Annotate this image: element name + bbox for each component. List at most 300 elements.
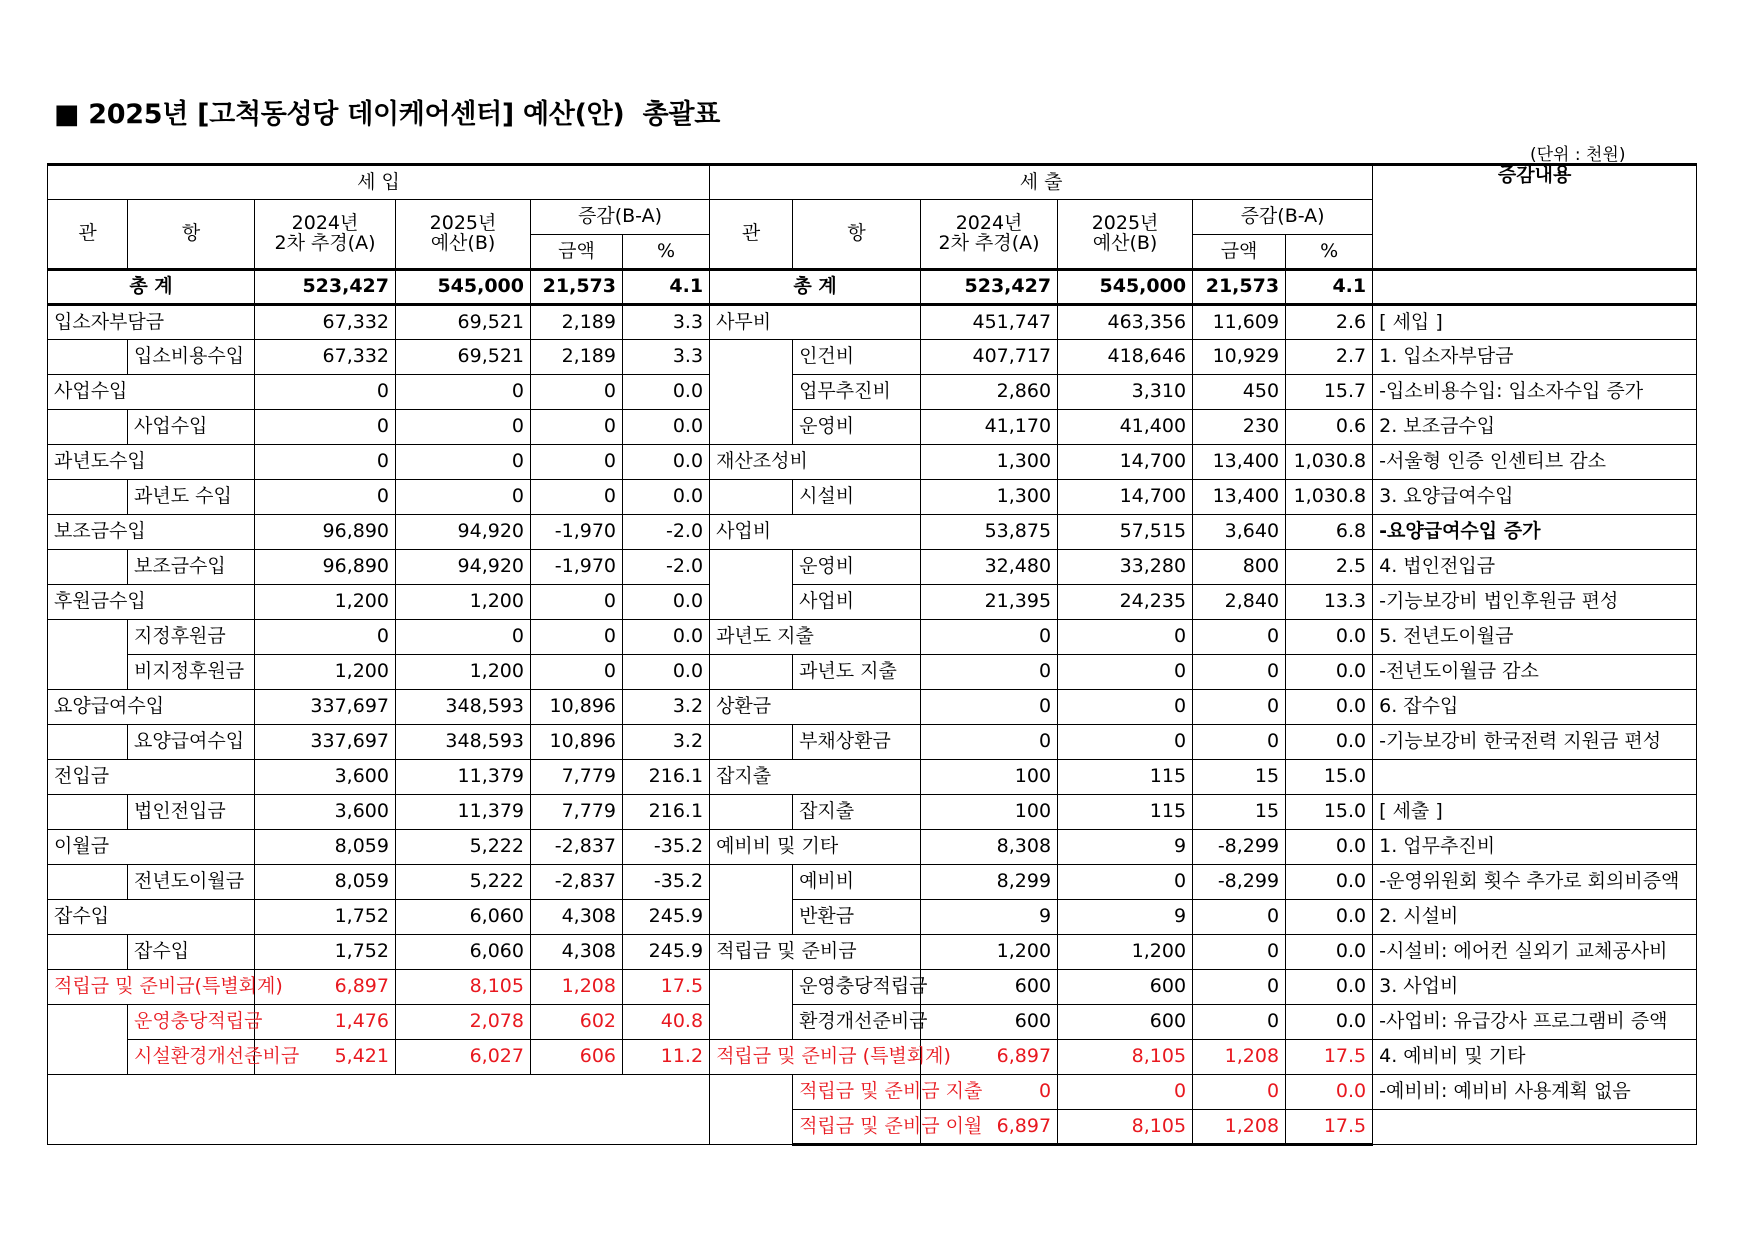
expense-total-curr: 545,000 <box>1058 270 1193 305</box>
expense-curr-value: 1,200 <box>1058 935 1193 970</box>
income-hang: 잡수입 <box>128 935 255 970</box>
notes-line: 1. 입소자부담금 <box>1373 340 1697 375</box>
notes-line: -운영위원회 횟수 추가로 회의비증액 <box>1373 865 1697 900</box>
income-gwan: 이월금 <box>48 830 255 865</box>
expense-pct-value: 0.6 <box>1286 410 1373 445</box>
income-gwan-blank <box>48 620 128 690</box>
income-prev-value: 0 <box>255 620 396 655</box>
income-pct-value: 245.9 <box>623 900 710 935</box>
income-pct-value: 3.3 <box>623 305 710 340</box>
expense-gwan-blank <box>710 970 793 1040</box>
expense-pct-value: 1,030.8 <box>1286 445 1373 480</box>
income-hang: 시설환경개선준비금 <box>128 1040 255 1075</box>
table-row <box>48 725 1697 760</box>
income-prev-value: 0 <box>255 410 396 445</box>
expense-hang: 환경개선준비금 <box>793 1005 921 1040</box>
income-gwan: 후원금수입 <box>48 585 255 620</box>
expense-diff-value: 13,400 <box>1193 480 1286 515</box>
income-diff-value: 0 <box>531 480 623 515</box>
income-pct-value: 3.2 <box>623 725 710 760</box>
expense-prev-value: 8,308 <box>921 830 1058 865</box>
expense-curr-value: 57,515 <box>1058 515 1193 550</box>
expense-prev-header: 2024년 2차 추경(A) <box>921 200 1058 270</box>
notes-line: -전년도이월금 감소 <box>1373 655 1697 690</box>
income-hang: 사업수입 <box>128 410 255 445</box>
income-diff-value: 0 <box>531 375 623 410</box>
income-curr-value: 0 <box>396 410 531 445</box>
expense-prev-value: 451,747 <box>921 305 1058 340</box>
income-prev-value: 1,752 <box>255 935 396 970</box>
page-title: ■ 2025년 [고척동성당 데이케어센터] 예산(안) 총괄표 <box>54 99 720 130</box>
income-diff-header: 증감(B-A) <box>531 200 710 235</box>
notes-header: 증감내용 <box>1373 165 1697 270</box>
expense-hang: 운영충당적립금 <box>793 970 921 1005</box>
expense-prev-value: 600 <box>921 1005 1058 1040</box>
notes-total-blank <box>1373 270 1697 305</box>
expense-gwan-blank <box>710 655 793 690</box>
expense-gwan-blank <box>710 1075 793 1145</box>
expense-gwan-blank <box>710 550 793 620</box>
income-diff-value: 0 <box>531 445 623 480</box>
expense-prev-value: 2,860 <box>921 375 1058 410</box>
expense-prev-value: 53,875 <box>921 515 1058 550</box>
income-prev-value: 3,600 <box>255 760 396 795</box>
expense-pct-value: 0.0 <box>1286 690 1373 725</box>
income-gwan-blank <box>48 795 128 830</box>
expense-gwan: 사무비 <box>710 305 921 340</box>
expense-prev-value: 1,300 <box>921 480 1058 515</box>
expense-gwan: 예비비 및 기타 <box>710 830 921 865</box>
income-pct-value: 0.0 <box>623 585 710 620</box>
expense-diff-value: 2,840 <box>1193 585 1286 620</box>
income-curr-value: 8,105 <box>396 970 531 1005</box>
income-curr-value: 69,521 <box>396 340 531 375</box>
expense-pct-value: 15.7 <box>1286 375 1373 410</box>
income-diff-value: 2,189 <box>531 340 623 375</box>
unit-label: (단위 : 천원) <box>1530 145 1626 165</box>
income-curr-value: 94,920 <box>396 515 531 550</box>
notes-line: 3. 요양급여수입 <box>1373 480 1697 515</box>
expense-curr-value: 463,356 <box>1058 305 1193 340</box>
income-diff-value: 1,208 <box>531 970 623 1005</box>
expense-hang: 업무추진비 <box>793 375 921 410</box>
income-hang: 지정후원금 <box>128 620 255 655</box>
income-diff-value: 7,779 <box>531 760 623 795</box>
table-row <box>48 1040 1697 1075</box>
income-prev-value: 3,600 <box>255 795 396 830</box>
expense-gwan-header: 관 <box>710 200 793 270</box>
table-row <box>48 410 1697 445</box>
expense-curr-value: 0 <box>1058 655 1193 690</box>
expense-prev-value: 100 <box>921 795 1058 830</box>
expense-curr-value: 8,105 <box>1058 1110 1193 1145</box>
expense-curr-value: 9 <box>1058 900 1193 935</box>
income-prev-value: 67,332 <box>255 305 396 340</box>
income-curr-header: 2025년 예산(B) <box>396 200 531 270</box>
expense-diff-value: 0 <box>1193 725 1286 760</box>
notes-line: -기능보강비 한국전력 지원금 편성 <box>1373 725 1697 760</box>
expense-curr-value: 14,700 <box>1058 445 1193 480</box>
expense-hang: 인건비 <box>793 340 921 375</box>
income-empty-block <box>48 1075 710 1145</box>
table-row <box>48 445 1697 480</box>
expense-curr-value: 9 <box>1058 830 1193 865</box>
expense-prev-value: 8,299 <box>921 865 1058 900</box>
income-gwan: 사업수입 <box>48 375 255 410</box>
notes-line: -시설비: 에어컨 실외기 교체공사비 <box>1373 935 1697 970</box>
table-row <box>48 690 1697 725</box>
notes-line <box>1373 760 1697 795</box>
expense-pct-value: 15.0 <box>1286 795 1373 830</box>
expense-pct-value: 15.0 <box>1286 760 1373 795</box>
expense-gwan: 사업비 <box>710 515 921 550</box>
income-curr-value: 348,593 <box>396 725 531 760</box>
income-curr-value: 0 <box>396 445 531 480</box>
expense-diff-value: 230 <box>1193 410 1286 445</box>
expense-gwan: 적립금 및 준비금 (특별회계) <box>710 1040 921 1075</box>
table-row <box>48 970 1697 1005</box>
expense-pct-value: 2.7 <box>1286 340 1373 375</box>
expense-curr-value: 0 <box>1058 725 1193 760</box>
income-diff-value: -2,837 <box>531 830 623 865</box>
expense-diff-value: 13,400 <box>1193 445 1286 480</box>
expense-gwan: 잡지출 <box>710 760 921 795</box>
expense-hang: 적립금 및 준비금 지출 <box>793 1075 921 1110</box>
income-prev-value: 8,059 <box>255 830 396 865</box>
income-hang: 비지정후원금 <box>128 655 255 690</box>
notes-line: -요양급여수입 증가 <box>1373 515 1697 550</box>
notes-line: -서울형 인증 인센티브 감소 <box>1373 445 1697 480</box>
income-total-pct: 4.1 <box>623 270 710 305</box>
income-curr-value: 1,200 <box>396 655 531 690</box>
expense-diff-value: 0 <box>1193 620 1286 655</box>
table-row <box>48 550 1697 585</box>
expense-curr-value: 115 <box>1058 760 1193 795</box>
expense-pct-value: 0.0 <box>1286 1075 1373 1110</box>
income-pct-value: 216.1 <box>623 795 710 830</box>
table-row <box>48 935 1697 970</box>
expense-hang: 반환금 <box>793 900 921 935</box>
expense-pct-value: 0.0 <box>1286 865 1373 900</box>
expense-curr-value: 115 <box>1058 795 1193 830</box>
income-diff-value: -2,837 <box>531 865 623 900</box>
income-pct-value: 0.0 <box>623 375 710 410</box>
income-total-curr: 545,000 <box>396 270 531 305</box>
income-hang: 요양급여수입 <box>128 725 255 760</box>
expense-prev-value: 6,897 <box>921 1110 1058 1145</box>
expense-total-pct: 4.1 <box>1286 270 1373 305</box>
income-diff-value: 602 <box>531 1005 623 1040</box>
table-row <box>48 620 1697 655</box>
income-gwan: 전입금 <box>48 760 255 795</box>
income-curr-value: 11,379 <box>396 760 531 795</box>
expense-curr-value: 24,235 <box>1058 585 1193 620</box>
income-pct-value: 3.3 <box>623 340 710 375</box>
expense-hang: 부채상환금 <box>793 725 921 760</box>
expense-gwan: 과년도 지출 <box>710 620 921 655</box>
expense-gwan: 적립금 및 준비금 <box>710 935 921 970</box>
income-diff-value: 0 <box>531 620 623 655</box>
expense-diff-value: 0 <box>1193 970 1286 1005</box>
income-gwan-blank <box>48 480 128 515</box>
income-prev-value: 6,897 <box>255 970 396 1005</box>
income-gwan-blank <box>48 410 128 445</box>
expense-hang: 사업비 <box>793 585 921 620</box>
expense-pct-value: 0.0 <box>1286 655 1373 690</box>
income-gwan: 요양급여수입 <box>48 690 255 725</box>
notes-line <box>1373 1110 1697 1145</box>
income-diff-value: 606 <box>531 1040 623 1075</box>
expense-pct-value: 0.0 <box>1286 620 1373 655</box>
income-diff-value: 4,308 <box>531 900 623 935</box>
income-prev-value: 0 <box>255 375 396 410</box>
expense-diff-value: 15 <box>1193 760 1286 795</box>
income-gwan-blank <box>48 725 128 760</box>
expense-pct-value: 0.0 <box>1286 970 1373 1005</box>
expense-pct-value: 0.0 <box>1286 935 1373 970</box>
expense-diff-value: -8,299 <box>1193 830 1286 865</box>
expense-prev-value: 0 <box>921 620 1058 655</box>
income-gwan: 입소자부담금 <box>48 305 255 340</box>
income-amount-header: 금액 <box>531 235 623 270</box>
notes-line: 5. 전년도이월금 <box>1373 620 1697 655</box>
income-pct-value: 0.0 <box>623 655 710 690</box>
notes-line: 1. 업무추진비 <box>1373 830 1697 865</box>
expense-gwan: 상환금 <box>710 690 921 725</box>
table-row <box>48 865 1697 900</box>
income-pct-value: -2.0 <box>623 550 710 585</box>
expense-prev-value: 21,395 <box>921 585 1058 620</box>
income-curr-value: 69,521 <box>396 305 531 340</box>
table-row <box>48 655 1697 690</box>
income-gwan-blank <box>48 340 128 375</box>
income-hang: 보조금수입 <box>128 550 255 585</box>
table-row <box>48 830 1697 865</box>
expense-diff-value: 0 <box>1193 655 1286 690</box>
income-pct-value: -35.2 <box>623 830 710 865</box>
income-pct-value: 0.0 <box>623 445 710 480</box>
income-prev-value: 8,059 <box>255 865 396 900</box>
expense-pct-value: 6.8 <box>1286 515 1373 550</box>
expense-prev-value: 32,480 <box>921 550 1058 585</box>
income-pct-value: 0.0 <box>623 410 710 445</box>
income-gwan: 과년도수입 <box>48 445 255 480</box>
expense-prev-value: 0 <box>921 655 1058 690</box>
expense-hang: 잡지출 <box>793 795 921 830</box>
income-gwan-blank <box>48 935 128 970</box>
income-total-label: 총 계 <box>48 270 255 305</box>
expense-prev-value: 100 <box>921 760 1058 795</box>
income-prev-value: 1,200 <box>255 585 396 620</box>
income-hang: 운영충당적립금 <box>128 1005 255 1040</box>
table-row <box>48 795 1697 830</box>
expense-curr-value: 33,280 <box>1058 550 1193 585</box>
budget-summary-table <box>47 163 1697 1146</box>
expense-diff-value: 10,929 <box>1193 340 1286 375</box>
income-diff-value: -1,970 <box>531 515 623 550</box>
expense-pct-value: 17.5 <box>1286 1040 1373 1075</box>
expense-hang-header: 항 <box>793 200 921 270</box>
income-pct-value: 216.1 <box>623 760 710 795</box>
income-prev-value: 1,476 <box>255 1005 396 1040</box>
expense-hang: 운영비 <box>793 410 921 445</box>
income-prev-value: 96,890 <box>255 550 396 585</box>
income-curr-value: 0 <box>396 480 531 515</box>
income-gwan-blank <box>48 1005 128 1075</box>
table-row <box>48 900 1697 935</box>
expense-diff-value: 0 <box>1193 1005 1286 1040</box>
income-curr-value: 0 <box>396 375 531 410</box>
income-prev-value: 96,890 <box>255 515 396 550</box>
notes-line: 4. 예비비 및 기타 <box>1373 1040 1697 1075</box>
expense-curr-value: 418,646 <box>1058 340 1193 375</box>
expense-diff-value: 1,208 <box>1193 1110 1286 1145</box>
income-pct-value: 3.2 <box>623 690 710 725</box>
income-pct-value: -35.2 <box>623 865 710 900</box>
expense-diff-value: 0 <box>1193 900 1286 935</box>
income-gwan: 보조금수입 <box>48 515 255 550</box>
notes-line: -기능보강비 법인후원금 편성 <box>1373 585 1697 620</box>
expense-total-prev: 523,427 <box>921 270 1058 305</box>
expense-prev-value: 1,200 <box>921 935 1058 970</box>
income-prev-value: 1,200 <box>255 655 396 690</box>
expense-diff-value: 800 <box>1193 550 1286 585</box>
expense-diff-value: 1,208 <box>1193 1040 1286 1075</box>
income-pct-header: % <box>623 235 710 270</box>
expense-diff-value: 0 <box>1193 690 1286 725</box>
income-pct-value: -2.0 <box>623 515 710 550</box>
expense-diff-header: 증감(B-A) <box>1193 200 1373 235</box>
expense-curr-value: 0 <box>1058 865 1193 900</box>
table-row <box>48 305 1697 340</box>
income-prev-value: 0 <box>255 480 396 515</box>
income-pct-value: 11.2 <box>623 1040 710 1075</box>
income-curr-value: 5,222 <box>396 830 531 865</box>
table-row <box>48 340 1697 375</box>
expense-prev-value: 0 <box>921 1075 1058 1110</box>
income-diff-value: -1,970 <box>531 550 623 585</box>
expense-gwan-blank <box>710 725 793 760</box>
expense-amount-header: 금액 <box>1193 235 1286 270</box>
expense-header: 세 출 <box>710 165 1373 200</box>
expense-diff-value: 15 <box>1193 795 1286 830</box>
expense-total-diff: 21,573 <box>1193 270 1286 305</box>
table-row <box>48 1005 1697 1040</box>
income-hang: 입소비용수입 <box>128 340 255 375</box>
income-diff-value: 10,896 <box>531 690 623 725</box>
income-total-prev: 523,427 <box>255 270 396 305</box>
expense-diff-value: -8,299 <box>1193 865 1286 900</box>
expense-hang: 과년도 지출 <box>793 655 921 690</box>
notes-line: [ 세입 ] <box>1373 305 1697 340</box>
notes-line: 4. 법인전입금 <box>1373 550 1697 585</box>
notes-line: 3. 사업비 <box>1373 970 1697 1005</box>
expense-gwan-blank <box>710 480 793 515</box>
notes-line: -입소비용수입: 입소자수입 증가 <box>1373 375 1697 410</box>
income-gwan-blank <box>48 865 128 900</box>
table-row <box>48 585 1697 620</box>
income-pct-value: 40.8 <box>623 1005 710 1040</box>
expense-prev-value: 0 <box>921 725 1058 760</box>
expense-pct-header: % <box>1286 235 1373 270</box>
expense-prev-value: 0 <box>921 690 1058 725</box>
expense-hang: 예비비 <box>793 865 921 900</box>
income-diff-value: 0 <box>531 655 623 690</box>
expense-curr-header: 2025년 예산(B) <box>1058 200 1193 270</box>
income-pct-value: 17.5 <box>623 970 710 1005</box>
expense-curr-value: 14,700 <box>1058 480 1193 515</box>
expense-prev-value: 41,170 <box>921 410 1058 445</box>
expense-gwan-blank <box>710 795 793 830</box>
income-diff-value: 0 <box>531 410 623 445</box>
expense-curr-value: 8,105 <box>1058 1040 1193 1075</box>
income-gwan: 적립금 및 준비금(특별회계) <box>48 970 255 1005</box>
income-header: 세 입 <box>48 165 710 200</box>
table-row <box>48 480 1697 515</box>
income-curr-value: 6,060 <box>396 900 531 935</box>
expense-curr-value: 3,310 <box>1058 375 1193 410</box>
income-prev-value: 337,697 <box>255 690 396 725</box>
expense-pct-value: 13.3 <box>1286 585 1373 620</box>
income-diff-value: 7,779 <box>531 795 623 830</box>
expense-gwan-blank <box>710 865 793 935</box>
expense-gwan: 재산조성비 <box>710 445 921 480</box>
income-hang: 과년도 수입 <box>128 480 255 515</box>
expense-prev-value: 1,300 <box>921 445 1058 480</box>
income-gwan: 잡수입 <box>48 900 255 935</box>
income-diff-value: 0 <box>531 585 623 620</box>
expense-diff-value: 11,609 <box>1193 305 1286 340</box>
income-prev-value: 337,697 <box>255 725 396 760</box>
expense-diff-value: 450 <box>1193 375 1286 410</box>
income-curr-value: 6,060 <box>396 935 531 970</box>
expense-pct-value: 17.5 <box>1286 1110 1373 1145</box>
income-curr-value: 0 <box>396 620 531 655</box>
income-gwan-header: 관 <box>48 200 128 270</box>
expense-pct-value: 0.0 <box>1286 725 1373 760</box>
table-row <box>48 760 1697 795</box>
income-prev-value: 0 <box>255 445 396 480</box>
income-curr-value: 1,200 <box>396 585 531 620</box>
table-row <box>48 1075 1697 1110</box>
expense-prev-value: 9 <box>921 900 1058 935</box>
notes-line: 2. 보조금수입 <box>1373 410 1697 445</box>
expense-curr-value: 0 <box>1058 620 1193 655</box>
notes-line: -예비비: 예비비 사용계획 없음 <box>1373 1075 1697 1110</box>
income-prev-header: 2024년 2차 추경(A) <box>255 200 396 270</box>
expense-curr-value: 41,400 <box>1058 410 1193 445</box>
income-curr-value: 6,027 <box>396 1040 531 1075</box>
expense-curr-value: 600 <box>1058 1005 1193 1040</box>
notes-line: 2. 시설비 <box>1373 900 1697 935</box>
expense-curr-value: 600 <box>1058 970 1193 1005</box>
expense-diff-value: 0 <box>1193 1075 1286 1110</box>
expense-curr-value: 0 <box>1058 690 1193 725</box>
expense-gwan-blank <box>710 340 793 445</box>
income-pct-value: 245.9 <box>623 935 710 970</box>
income-curr-value: 348,593 <box>396 690 531 725</box>
expense-curr-value: 0 <box>1058 1075 1193 1110</box>
income-prev-value: 5,421 <box>255 1040 396 1075</box>
notes-line: 6. 잡수입 <box>1373 690 1697 725</box>
expense-pct-value: 2.5 <box>1286 550 1373 585</box>
income-total-diff: 21,573 <box>531 270 623 305</box>
expense-diff-value: 0 <box>1193 935 1286 970</box>
notes-line: -사업비: 유급강사 프로그램비 증액 <box>1373 1005 1697 1040</box>
expense-prev-value: 600 <box>921 970 1058 1005</box>
expense-hang: 시설비 <box>793 480 921 515</box>
income-curr-value: 94,920 <box>396 550 531 585</box>
